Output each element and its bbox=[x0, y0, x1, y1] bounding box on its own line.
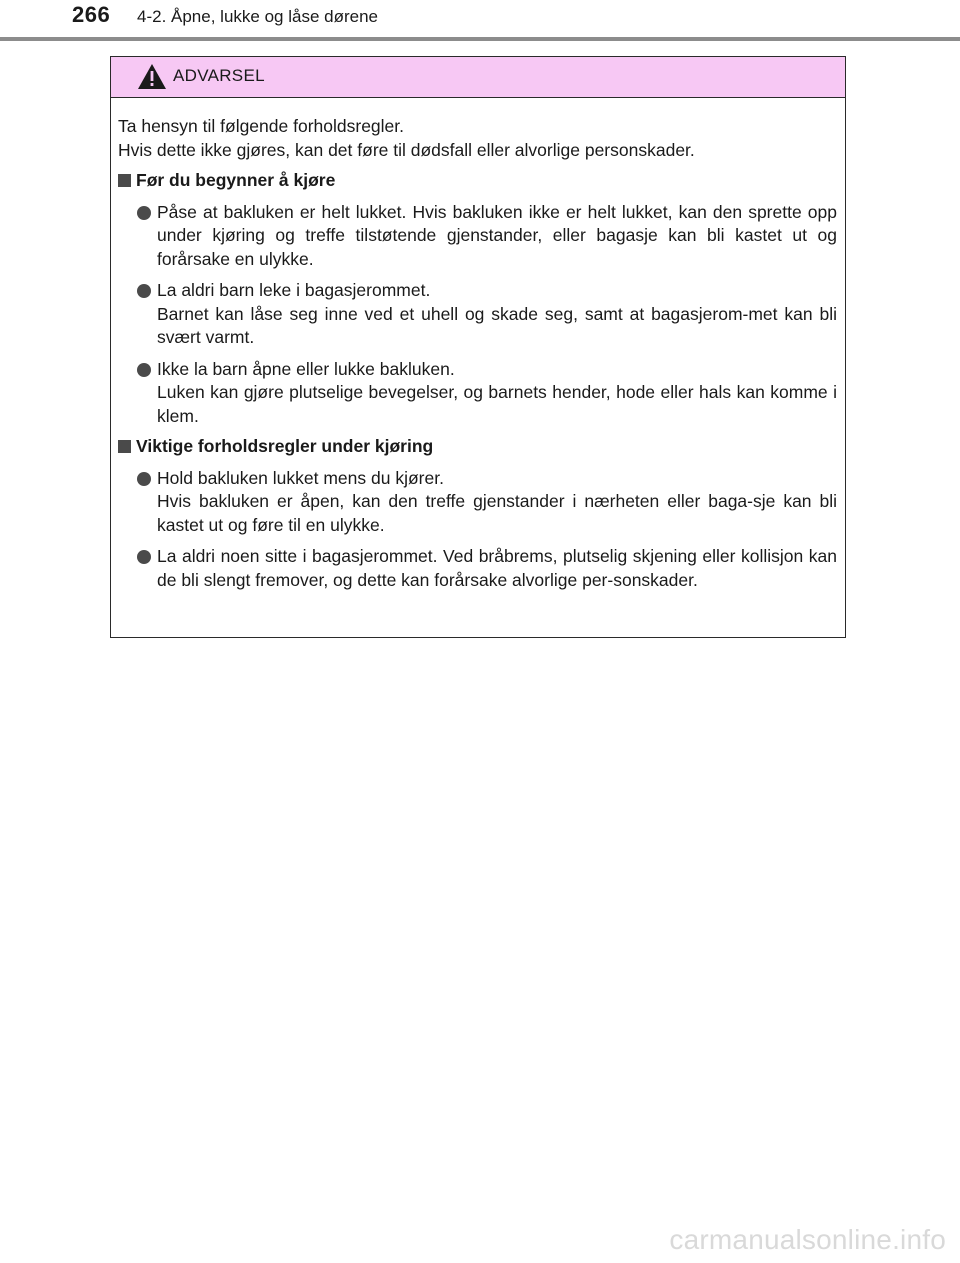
intro-line: Hvis dette ikke gjøres, kan det føre til dødsfall eller alvorlige personskader. bbox=[118, 139, 695, 160]
warning-body bbox=[111, 98, 845, 592]
list-item-text: La aldri noen sitte i bagasjerommet. Ved bråbrems, plutselig skjening eller kollisjon kan de bli slengt fremover, og dette kan forårsake alvorlige per-sonskader. bbox=[157, 546, 837, 590]
page-number: 266 bbox=[72, 2, 111, 27]
list-item bbox=[118, 201, 837, 272]
list-item-text: Luken kan gjøre plutselige bevegelser, og barnets hender, hode eller hals kan komme i klem. bbox=[157, 382, 837, 426]
warning-box bbox=[110, 56, 846, 638]
watermark: carmanualsonline.info bbox=[669, 1224, 946, 1255]
section-heading bbox=[118, 169, 837, 193]
circle-bullet-icon bbox=[137, 550, 151, 564]
intro-line: Ta hensyn til følgende forholdsregler. bbox=[118, 116, 404, 136]
square-bullet-icon bbox=[118, 440, 131, 453]
list-item-text: Hold bakluken lukket mens du kjører. bbox=[157, 467, 444, 488]
warning-header bbox=[111, 57, 845, 98]
page-header bbox=[0, 0, 960, 40]
list-item-text: La aldri barn leke i bagasjerommet. bbox=[157, 280, 431, 300]
section-heading bbox=[118, 435, 837, 459]
warning-label: ADVARSEL bbox=[173, 66, 265, 85]
list-item bbox=[118, 279, 837, 350]
list-item bbox=[118, 467, 837, 538]
circle-bullet-icon bbox=[137, 284, 151, 298]
list-item-text: Påse at bakluken er helt lukket. Hvis bakluken ikke er helt lukket, kan den sprette opp under kjøring og treffe tilstøtende gjenstander, eller bagasje kan bli kastet ut og forårsake en ulykke. bbox=[157, 201, 837, 269]
circle-bullet-icon bbox=[137, 363, 151, 377]
warning-triangle-icon bbox=[137, 63, 167, 90]
list-item-text: Barnet kan låse seg inne ved et uhell og skade seg, samt at bagasjerom-met kan bli svært varmt. bbox=[157, 303, 837, 347]
circle-bullet-icon bbox=[137, 206, 151, 220]
warning-intro bbox=[118, 115, 837, 162]
section-heading-text: Viktige forholdsregler under kjøring bbox=[136, 436, 434, 456]
header-rule bbox=[0, 37, 960, 41]
list-item bbox=[118, 358, 837, 429]
section-title: 4-2. Åpne, lukke og låse dørene bbox=[137, 7, 378, 26]
list-item-text: Ikke la barn åpne eller lukke bakluken. bbox=[157, 358, 455, 379]
list-item-text: Hvis bakluken er åpen, kan den treffe gjenstander i nærheten eller baga-sje kan bli kastet ut og føre til en ulykke. bbox=[157, 491, 837, 535]
list-item bbox=[118, 545, 837, 592]
circle-bullet-icon bbox=[137, 472, 151, 486]
square-bullet-icon bbox=[118, 174, 131, 187]
section-heading-text: Før du begynner å kjøre bbox=[136, 170, 336, 190]
